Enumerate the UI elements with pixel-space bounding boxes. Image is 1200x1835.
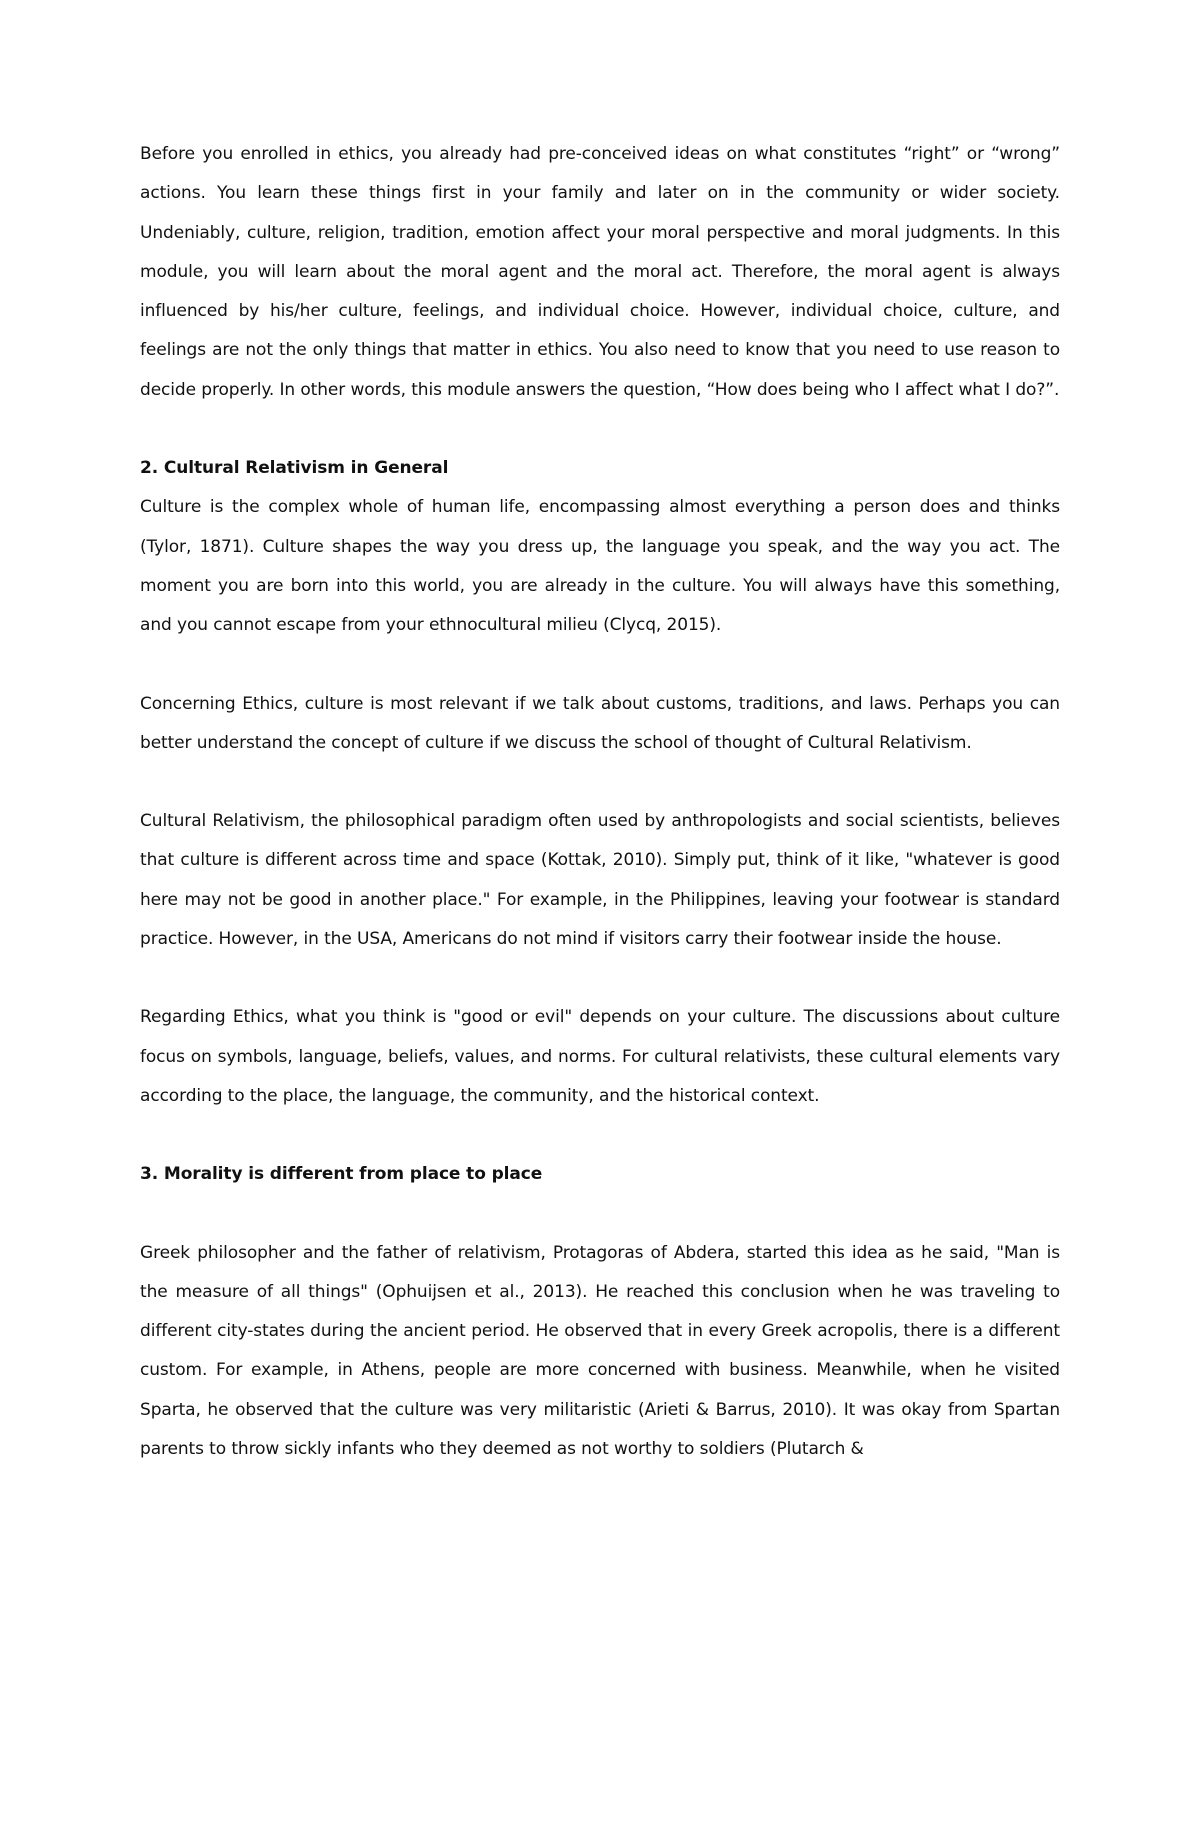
paragraph-protagoras: Greek philosopher and the father of relativism, Protagoras of Abdera, started this idea as he said, "Man is the measure of all things" (Ophuijsen et al., 2013). He reached this conclusion when he was traveling to different city-states during the ancient period. He observed that in every Greek acropolis, there is a different custom. For example, in Athens, people are more concerned with business. Meanwhile, when he visited Sparta, he observed that the culture was very militaristic (Arieti & Barrus, 2010). It was okay from Spartan parents to throw sickly infants who they deemed as not worthy to soldiers (Plutarch & <box>140 1242 1060 1460</box>
section-heading-cultural-relativism: 2. Cultural Relativism in General <box>140 458 449 479</box>
paragraph-regarding-ethics: Regarding Ethics, what you think is "good or evil" depends on your culture. The discussions about culture focus on symbols, language, beliefs, values, and norms. For cultural relativists, these cultural elements vary according to the place, the language, the community, and the historical context. <box>140 1007 1060 1106</box>
paragraph-cultural-relativism: Cultural Relativism, the philosophical paradigm often used by anthropologists and social scientists, believes that culture is different across time and space (Kottak, 2010). Simply put, think of it like, "whatever is good here may not be good in another place." For example, in the Philippines, leaving your footwear is standard practice. However, in the USA, Americans do not mind if visitors carry their footwear inside the house. <box>140 811 1060 950</box>
paragraph-concerning-ethics: Concerning Ethics, culture is most relevant if we talk about customs, traditions, and laws. Perhaps you can better understand the concept of culture if we discuss the school of thought of Cultural Relativism. <box>140 693 1060 753</box>
paragraph-culture-definition: Culture is the complex whole of human life, encompassing almost everything a person does and thinks (Tylor, 1871). Culture shapes the way you dress up, the language you speak, and the way you act. The moment you are born into this world, you are already in the culture. You will always have this something, and you cannot escape from your ethnocultural milieu (Clycq, 2015). <box>140 497 1060 636</box>
section-heading-morality-different: 3. Morality is different from place to place <box>140 1164 543 1185</box>
intro-paragraph: Before you enrolled in ethics, you already had pre-conceived ideas on what constitutes “right” or “wrong” actions. You learn these things first in your family and later on in the community or wider society. Undeniably, culture, religion, tradition, emotion affect your moral perspective and moral judgments. In this module, you will learn about the moral agent and the moral act. Therefore, the moral agent is always influenced by his/her culture, feelings, and individual choice. However, individual choice, culture, and feelings are not the only things that matter in ethics. You also need to know that you need to use reason to decide properly. In other words, this module answers the question, “How does being who I affect what I do?”. <box>140 144 1060 400</box>
document-body <box>140 135 1060 1469</box>
